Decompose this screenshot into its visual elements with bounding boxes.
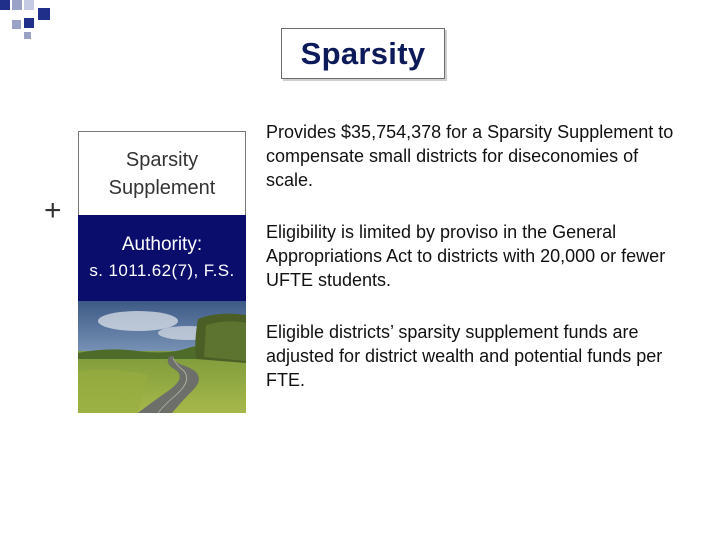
bullet-list [266,120,686,420]
authority-label: Authority: [121,234,203,255]
bullet-item: Eligibility is limited by proviso in the General Appropriations Act to districts with 20,000 or fewer UFTE students. [266,222,666,290]
authority-citation: s. 1011.62(7), F.S. [89,261,235,280]
authority-band [78,215,246,301]
rural-road-image [78,301,246,413]
corner-decoration [0,0,120,40]
card-heading-panel [78,131,246,215]
bullet-item: Provides $35,754,378 for a Sparsity Supplement to compensate small districts for diseconomies of scale. [266,122,674,190]
bullet-item: Eligible districts’ sparsity supplement funds are adjusted for district wealth and potential funds per FTE. [266,322,663,390]
supplement-card [78,131,246,413]
title-box [281,28,445,79]
plus-sign: + [44,194,62,227]
card-heading: Sparsity Supplement [108,148,216,199]
page-title: Sparsity [300,35,426,71]
